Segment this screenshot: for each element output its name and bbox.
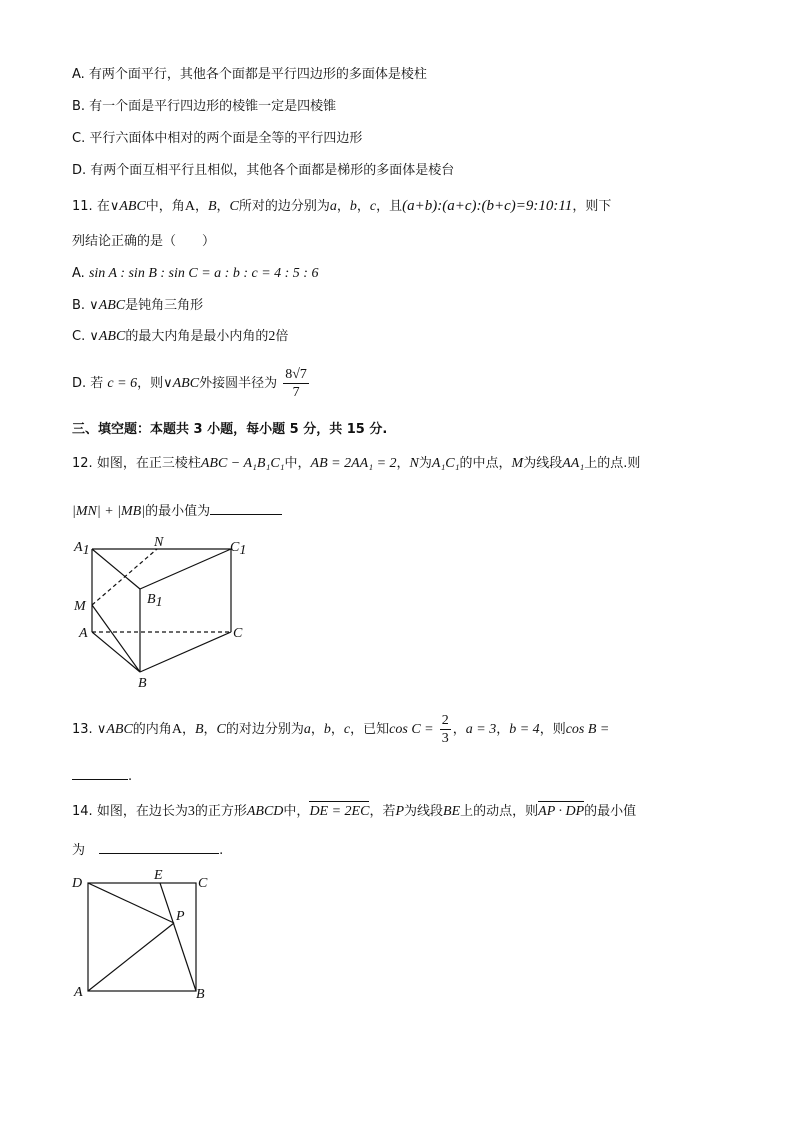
- answer-blank[interactable]: [210, 500, 282, 515]
- q11-triangle: ABC: [172, 376, 200, 391]
- q11-stem: [72, 197, 611, 216]
- q14-dot-product: AP · DP: [538, 804, 585, 819]
- option-text: 倍: [275, 329, 289, 344]
- q13-text: 的内角: [132, 722, 172, 737]
- label-p: P: [176, 909, 185, 924]
- label-b: B: [138, 676, 147, 691]
- option-label: B. ∨: [72, 298, 99, 313]
- q11-option-d-cond: c = 6: [107, 376, 138, 391]
- q11-triangle: ABC: [98, 329, 126, 344]
- q12-text: 的最小值为: [145, 504, 211, 519]
- q11-stem-line2: 列结论正确的是（ ）: [72, 234, 216, 249]
- q11-side-b: b: [349, 199, 357, 214]
- q11-sep: ，: [336, 199, 350, 214]
- q12-text: 为线段: [523, 456, 563, 471]
- q11-triangle: ABC: [98, 298, 126, 313]
- edge-b1c1: [140, 549, 231, 589]
- q14-text: 为: [72, 843, 86, 858]
- fraction-denominator: 7: [292, 385, 300, 400]
- q13-fraction: [440, 712, 451, 747]
- q11-radius-fraction: [283, 366, 309, 401]
- label-a1: A1: [74, 540, 90, 558]
- period: .: [128, 769, 133, 784]
- label-b1: B1: [147, 592, 163, 610]
- option-text: 的最大内角是最小内角的: [125, 329, 269, 344]
- q11-option-b: [72, 297, 203, 315]
- q11-option-a-expr: sin A : sin B : sin C = a : b : c = 4 : 5 : 6: [88, 266, 319, 281]
- q11-angle-c: C: [229, 199, 239, 214]
- q12-text: 中，: [284, 456, 311, 471]
- q11-side-c: c: [369, 199, 377, 214]
- period: .: [219, 843, 224, 858]
- label-c1: C1: [230, 540, 247, 558]
- option-label: A.: [72, 266, 85, 281]
- q10-option-d: D. 有两个面互相平行且相似，其他各个面都是梯形的多面体是棱台: [72, 163, 455, 178]
- q13-angle-b: B: [194, 722, 204, 737]
- q11-triangle: ABC: [119, 199, 146, 214]
- q14-stem-line2: [72, 839, 223, 860]
- q14-side-length: 3: [187, 804, 195, 819]
- answer-blank[interactable]: [99, 839, 219, 854]
- q11-option-d: [72, 365, 311, 403]
- segment-be: [160, 883, 196, 991]
- q14-text: 为线段: [404, 804, 444, 819]
- q12-point-m: M: [511, 456, 524, 471]
- edge-a1b1: [92, 549, 140, 589]
- q14-text: 的正方形: [194, 804, 247, 819]
- q12-segment: AA₁: [562, 456, 585, 471]
- label-b: B: [196, 987, 205, 1001]
- q13-cos-c: cos C =: [389, 722, 434, 737]
- option-number: 2: [268, 329, 276, 344]
- q11-angle-b: B: [207, 199, 217, 214]
- q12-stem: [72, 455, 640, 473]
- q14-text: 的最小值: [584, 804, 637, 819]
- q13-sep: ，: [330, 722, 344, 737]
- q13-text: ∨: [96, 722, 107, 737]
- q12-expression: |MN| + |MB|: [72, 504, 146, 519]
- q11-text: ，且: [376, 199, 403, 214]
- q13-sep: ，: [496, 722, 510, 737]
- q12-text: 为: [418, 456, 432, 471]
- q12-text: 上的点.则: [584, 456, 641, 471]
- label-n: N: [154, 536, 164, 550]
- fraction-denominator: 3: [441, 731, 449, 746]
- fraction-numerator: 8√7: [285, 367, 307, 382]
- q12-text: 如图，在正三棱柱: [96, 456, 201, 471]
- q11-text: 中，角: [145, 199, 185, 214]
- q12-text: ，: [396, 456, 410, 471]
- q12-prism: ABC − A₁B₁C₁: [200, 456, 285, 471]
- square-figure: [70, 866, 220, 1001]
- q13-a-value: a = 3: [465, 722, 497, 737]
- q12-equation: AB = 2AA₁ = 2: [310, 456, 397, 471]
- q11-ratio: (a+b):(a+c):(b+c)=9:10:11: [402, 198, 573, 214]
- q11-option-a: [72, 265, 318, 283]
- q14-text: ，若: [369, 804, 396, 819]
- q13-answer-line: [72, 765, 132, 786]
- label-c: C: [198, 876, 208, 891]
- answer-blank[interactable]: [72, 765, 128, 780]
- q11-sep: ，: [356, 199, 370, 214]
- q13-text: ，则: [539, 722, 566, 737]
- q13-text: ，已知: [350, 722, 390, 737]
- q14-stem: [72, 803, 636, 821]
- q11-option-c: [72, 328, 288, 346]
- segment-dp: [88, 883, 174, 923]
- q13-stem: [72, 712, 609, 748]
- q13-sep: ，: [310, 722, 324, 737]
- q10-option-c: C. 平行六面体中相对的两个面是全等的平行四边形: [72, 131, 363, 146]
- section-heading: 三、填空题：本题共 3 小题，每小题 5 分，共 15 分.: [72, 422, 388, 437]
- option-text: ，则∨: [137, 376, 173, 391]
- q14-number: 14.: [72, 804, 93, 819]
- option-label: C. ∨: [72, 329, 99, 344]
- q13-text: 的对边分别为: [225, 722, 304, 737]
- q13-side-a: a: [303, 722, 311, 737]
- q13-triangle: ABC: [106, 722, 133, 737]
- q14-text: 如图，在边长为: [96, 804, 188, 819]
- q12-segment: A₁C₁: [431, 456, 460, 471]
- segment-ap: [88, 923, 174, 991]
- q10-option-a: A. 有两个面平行，其他各个面都是平行四边形的多面体是棱柱: [72, 67, 427, 82]
- label-m: M: [74, 599, 86, 614]
- label-a: A: [79, 626, 88, 641]
- label-e: E: [154, 868, 163, 883]
- q11-angle-a: A: [184, 199, 195, 214]
- q13-sep: ，: [452, 722, 466, 737]
- q13-side-c: c: [343, 722, 351, 737]
- q12-number: 12.: [72, 456, 93, 471]
- label-a: A: [74, 985, 83, 1000]
- q12-point-n: N: [409, 456, 419, 471]
- q12-stem-line2: [72, 500, 282, 521]
- q11-text: 在∨: [96, 199, 120, 214]
- q14-text: 中，: [283, 804, 310, 819]
- q13-number: 13.: [72, 722, 93, 737]
- edge-bc: [140, 632, 231, 672]
- q11-number: 11.: [72, 199, 93, 214]
- q14-segment-be: BE: [443, 804, 461, 819]
- q14-text: 上的动点，则: [460, 804, 539, 819]
- q11-text: 所对的边分别为: [238, 199, 330, 214]
- option-label: D. 若: [72, 376, 104, 391]
- q11-text: ，则下: [572, 199, 612, 214]
- q11-side-a: a: [329, 199, 337, 214]
- q13-sep: ，: [181, 722, 195, 737]
- q13-cos-b: cos B =: [565, 722, 610, 737]
- option-text: 外接圆半径为: [199, 376, 278, 391]
- q13-sep: ，: [203, 722, 217, 737]
- q12-text: 的中点，: [459, 456, 512, 471]
- prism-figure: [70, 536, 260, 694]
- q10-option-b: B. 有一个面是平行四边形的棱锥一定是四棱锥: [72, 99, 337, 114]
- square-abcd: [88, 883, 196, 991]
- label-c: C: [233, 626, 243, 641]
- q13-angle-c: C: [216, 722, 226, 737]
- q14-point-p: P: [395, 804, 405, 819]
- label-d: D: [72, 876, 83, 891]
- q11-sep: ，: [194, 199, 208, 214]
- q13-side-b: b: [323, 722, 331, 737]
- q14-vector-equation: DE = 2EC: [309, 804, 370, 819]
- q13-b-value: b = 4: [509, 722, 540, 737]
- q13-angle-a: A: [171, 722, 182, 737]
- option-text: 是钝角三角形: [125, 298, 204, 313]
- q14-square: ABCD: [246, 804, 284, 819]
- fraction-numerator: 2: [441, 713, 449, 728]
- q11-sep: ，: [216, 199, 230, 214]
